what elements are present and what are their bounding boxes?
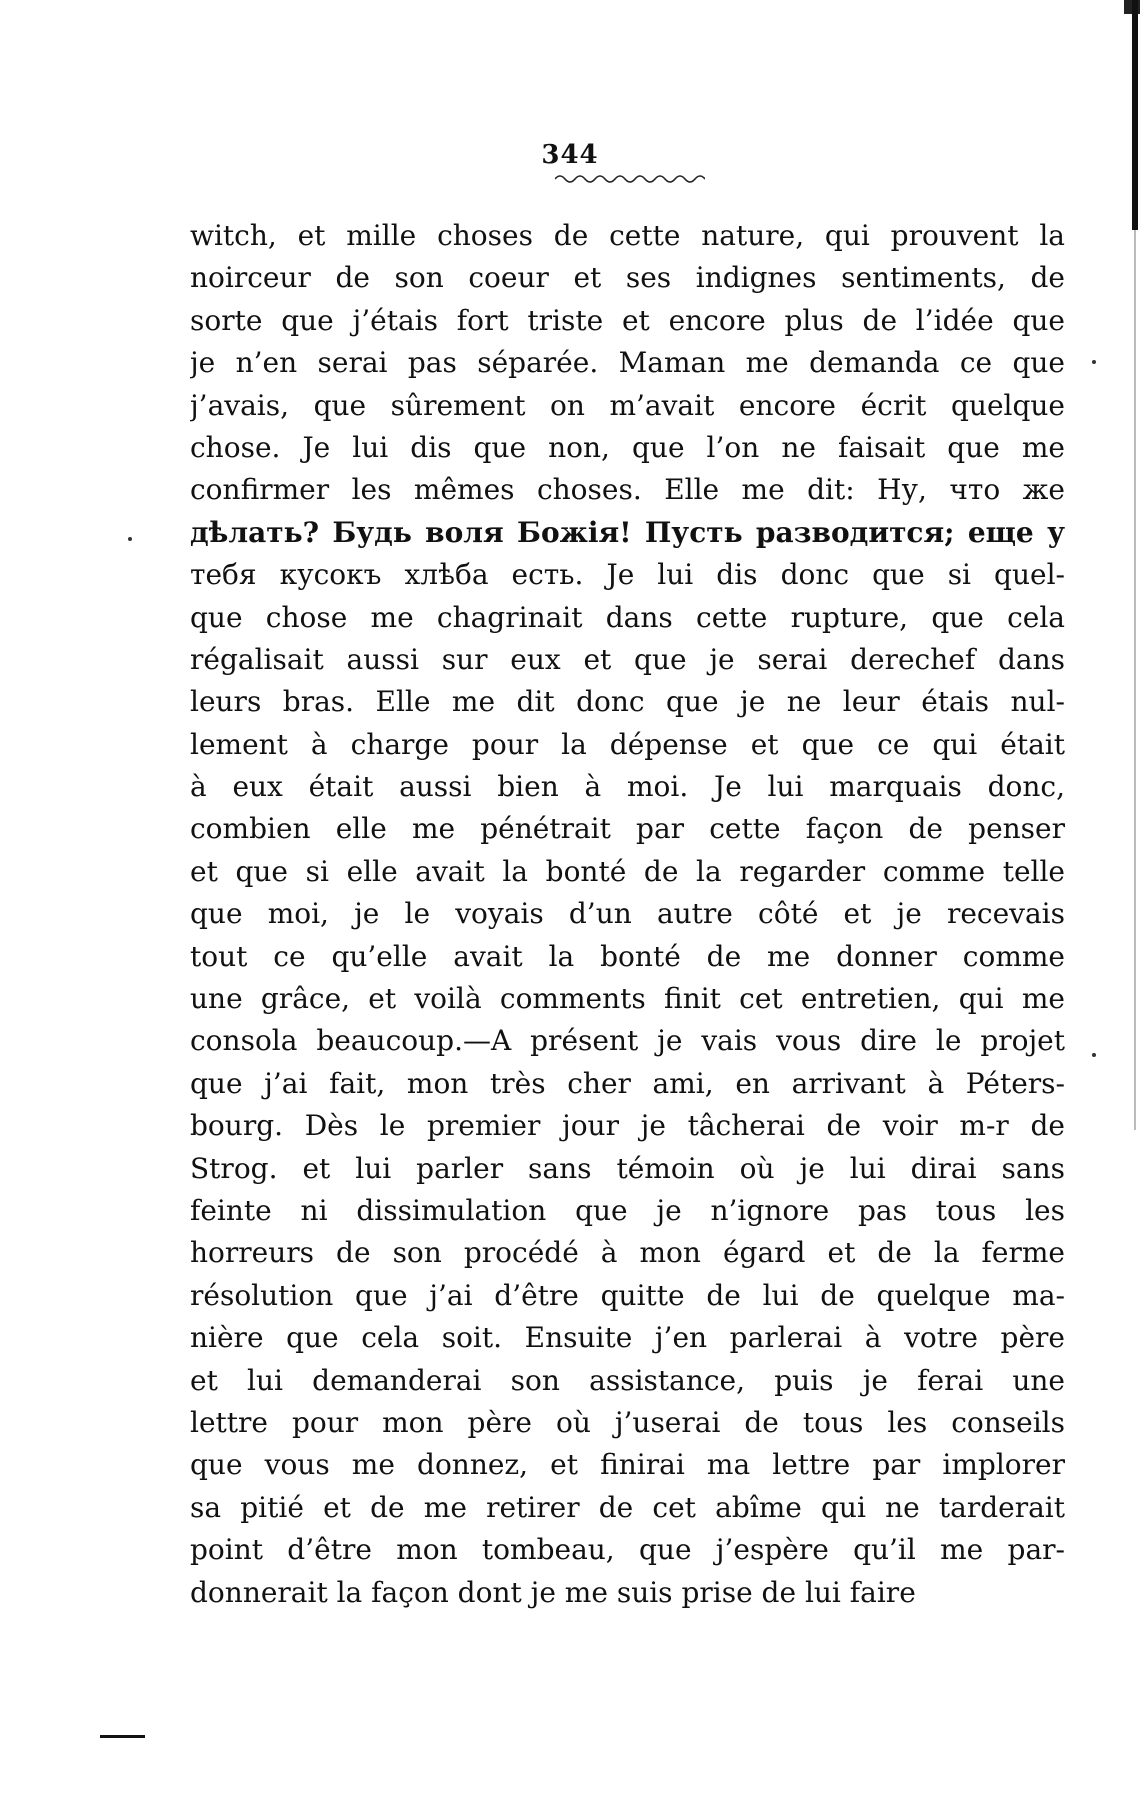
text-line: horreurs de son procédé à mon égard et de la ferme	[190, 1236, 1065, 1270]
body-text	[190, 215, 1065, 1614]
page-edge-line	[1134, 230, 1136, 1130]
text-line: nière que cela soit. Ensuite j’en parlerai à votre père	[190, 1321, 1065, 1355]
text-line: que j’ai fait, mon très cher ami, en arrivant à Péters-	[190, 1066, 1065, 1100]
wavy-rule-ornament	[555, 172, 705, 186]
text-line: witch, et mille choses de cette nature, qui prouvent la	[190, 219, 1065, 252]
text-line: et lui demanderai son assistance, puis je ferai une	[190, 1363, 1065, 1397]
text-line: Strog. et lui parler sans témoin où je lui dirai sans	[190, 1151, 1065, 1185]
text-line: sorte que j’étais fort triste et encore plus de l’idée que	[190, 303, 1065, 337]
text-line: donnerait la façon dont je me suis prise de lui faire	[190, 1575, 916, 1609]
text-line: tout ce qu’elle avait la bonté de me donner comme	[190, 939, 1065, 973]
text-line: que vous me donnez, et finirai ma lettre par implorer	[190, 1448, 1065, 1482]
text-line: feinte ni dissimulation que je n’ignore pas tous les	[190, 1193, 1065, 1227]
text-line: sa pitié et de me retirer de cet abîme qui ne tarderait	[190, 1490, 1065, 1524]
text-line: combien elle me pénétrait par cette façon de penser	[190, 812, 1065, 846]
text-line: que chose me chagrinait dans cette rupture, que cela	[190, 600, 1065, 634]
text-line: lement à charge pour la dépense et que ce qui était	[190, 727, 1065, 761]
text-line: je n’en serai pas séparée. Maman me demanda ce que	[190, 346, 1065, 380]
text-line: régalisait aussi sur eux et que je serai derechef dans	[190, 642, 1065, 676]
text-line: résolution que j’ai d’être quitte de lui de quelque ma-	[190, 1278, 1065, 1312]
margin-speck	[1092, 1053, 1096, 1057]
text-line: bourg. Dès le premier jour je tâcherai de voir m-r de	[190, 1109, 1065, 1143]
text-line: chose. Je lui dis que non, que l’on ne faisait que me	[190, 430, 1065, 464]
text-line: j’avais, que sûrement on m’avait encore écrit quelque	[190, 388, 1065, 422]
text-line: à eux était aussi bien à moi. Je lui marquais donc,	[190, 770, 1065, 804]
text-line: consola beaucoup.—A présent je vais vous dire le projet	[190, 1024, 1065, 1058]
footer-rule	[100, 1735, 145, 1738]
text-line: дѣлать? Будь воля Божія! Пусть разводится; еще у	[190, 515, 1065, 549]
margin-speck	[128, 537, 132, 541]
margin-speck	[1092, 360, 1096, 364]
page-number: 344	[541, 140, 599, 170]
text-line: une grâce, et voilà comments finit cet entretien, qui me	[190, 982, 1065, 1016]
text-line: тебя кусокъ хлѣба есть. Je lui dis donc que si quel-	[190, 558, 1065, 592]
text-line: et que si elle avait la bonté de la regarder comme telle	[190, 854, 1065, 888]
text-line: noirceur de son coeur et ses indignes sentiments, de	[190, 261, 1065, 295]
text-line: que moi, je le voyais d’un autre côté et je recevais	[190, 897, 1065, 931]
text-line: point d’être mon tombeau, que j’espère qu’il me par-	[190, 1533, 1065, 1567]
text-line: leurs bras. Elle me dit donc que je ne leur étais nul-	[190, 685, 1065, 719]
page-edge-shadow	[1132, 0, 1138, 230]
text-line: lettre pour mon père où j’userai de tous les conseils	[190, 1405, 1065, 1439]
text-line: confirmer les mêmes choses. Elle me dit: Ну, что же	[190, 473, 1065, 507]
